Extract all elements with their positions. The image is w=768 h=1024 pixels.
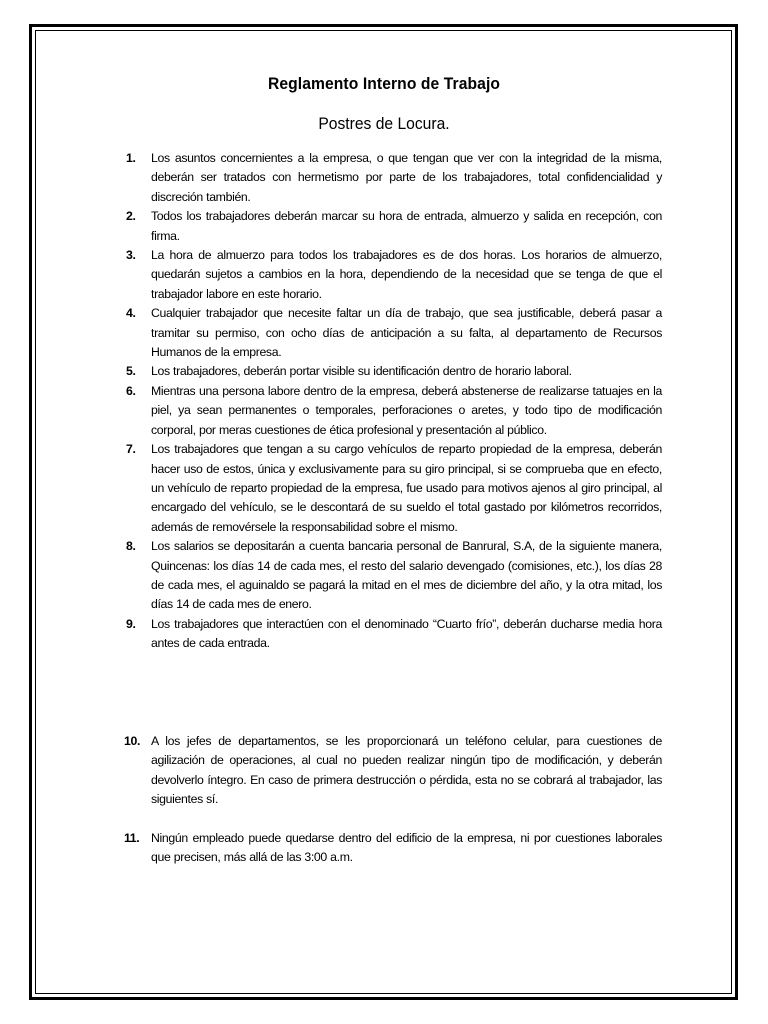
rules-list-10 [122,732,662,810]
rule-text: Cualquier trabajador que necesite faltar un día de trabajo, que sea justificable, deberá pasar a tramitar su permiso, con ocho días de anticipación a su falta, al departamento de Recursos Humanos de la empresa. [151,306,662,360]
rules-list-main [122,149,662,654]
rule-number: 7. [126,442,136,457]
rule-number: 4. [126,306,136,321]
rule-item-4 [122,304,662,362]
rule-item-3 [122,246,662,304]
rule-text: Los salarios se depositarán a cuenta bancaria personal de Banrural, S.A, de la siguiente manera, Quincenas: los días 14 de cada mes, el resto del salario devengado (comisiones, etc.), los días 28 de cada mes, el aguinaldo se pagará la mitad en el mes de diciembre del año, y la otra mitad, los días 14 de cada mes de enero. [151,539,662,612]
rule-text: Los trabajadores que interactúen con el denominado “Cuarto frío”, deberán ducharse media hora antes de cada entrada. [151,616,662,651]
rule-number: 2. [126,209,136,224]
rule-number: 11. [124,831,140,845]
rule-item-9 [122,615,662,654]
rule-number: 10. [124,734,141,748]
rule-item-8 [122,537,662,615]
rule-number: 9. [126,616,136,631]
rule-text: Los asuntos concernientes a la empresa, o que tengan que ver con la integridad de la misma, deberán ser tratados con hermetismo por parte de los trabajadores, total confidencialidad y discreción también. [151,151,662,204]
rule-number: 1. [126,151,136,165]
document-subtitle: Postres de Locura. [318,114,450,133]
rule-number: 5. [126,364,136,379]
rule-item-2 [122,207,662,246]
rule-item-5 [122,362,662,381]
rule-item-10 [122,732,662,810]
rules-list-11 [122,829,662,868]
rule-text: Los trabajadores que tengan a su cargo vehículos de reparto propiedad de la empresa, deberán hacer uso de estos, única y exclusivamente para su giro principal, si se comprueba que en efecto, un vehículo de reparto propiedad de la empresa, fue usado para motivos ajenos al giro principal, al encargado del vehículo, se le descontará de su sueldo el total gastado por kilómetros recorridos, además de removérsele la responsabilidad sobre el mismo. [151,442,662,534]
rule-item-6 [122,382,662,440]
rule-number: 3. [126,248,136,263]
rule-item-1 [122,149,662,207]
document-title: Reglamento Interno de Trabajo [267,74,501,93]
rule-number: 8. [126,539,136,554]
rule-item-7 [122,440,662,537]
rule-text: Todos los trabajadores deberán marcar su hora de entrada, almuerzo y salida en recepción, con firma. [151,209,662,243]
rule-text: Ningún empleado puede quedarse dentro del edificio de la empresa, ni por cuestiones laborales que precisen, más allá de las 3:00 a.m. [151,831,662,865]
rule-text: Los trabajadores, deberán portar visible su identificación dentro de horario laboral. [151,364,572,379]
rule-text: Mientras una persona labore dentro de la empresa, deberá abstenerse de realizarse tatuajes en la piel, ya sean permanentes o temporales, perforaciones o aretes, y todo tipo de modificación corporal, por meras cuestiones de ética profesional y presentación al público. [151,383,662,437]
rule-number: 6. [126,383,136,398]
rule-text: A los jefes de departamentos, se les proporcionará un teléfono celular, para cuestiones de agilización de operaciones, al cual no pueden realizar ningún tipo de modificación, y deberán devolverlo íntegro. En caso de primera destrucción o pérdida, esta no se cobrará al trabajador, las siguientes sí. [151,734,662,807]
rule-item-11 [122,829,662,868]
rule-text: La hora de almuerzo para todos los trabajadores es de dos horas. Los horarios de almuerzo, quedarán sujetos a cambios en la hora, dependiendo de la necesidad que se tenga de que el trabajador labore en este horario. [151,248,662,301]
